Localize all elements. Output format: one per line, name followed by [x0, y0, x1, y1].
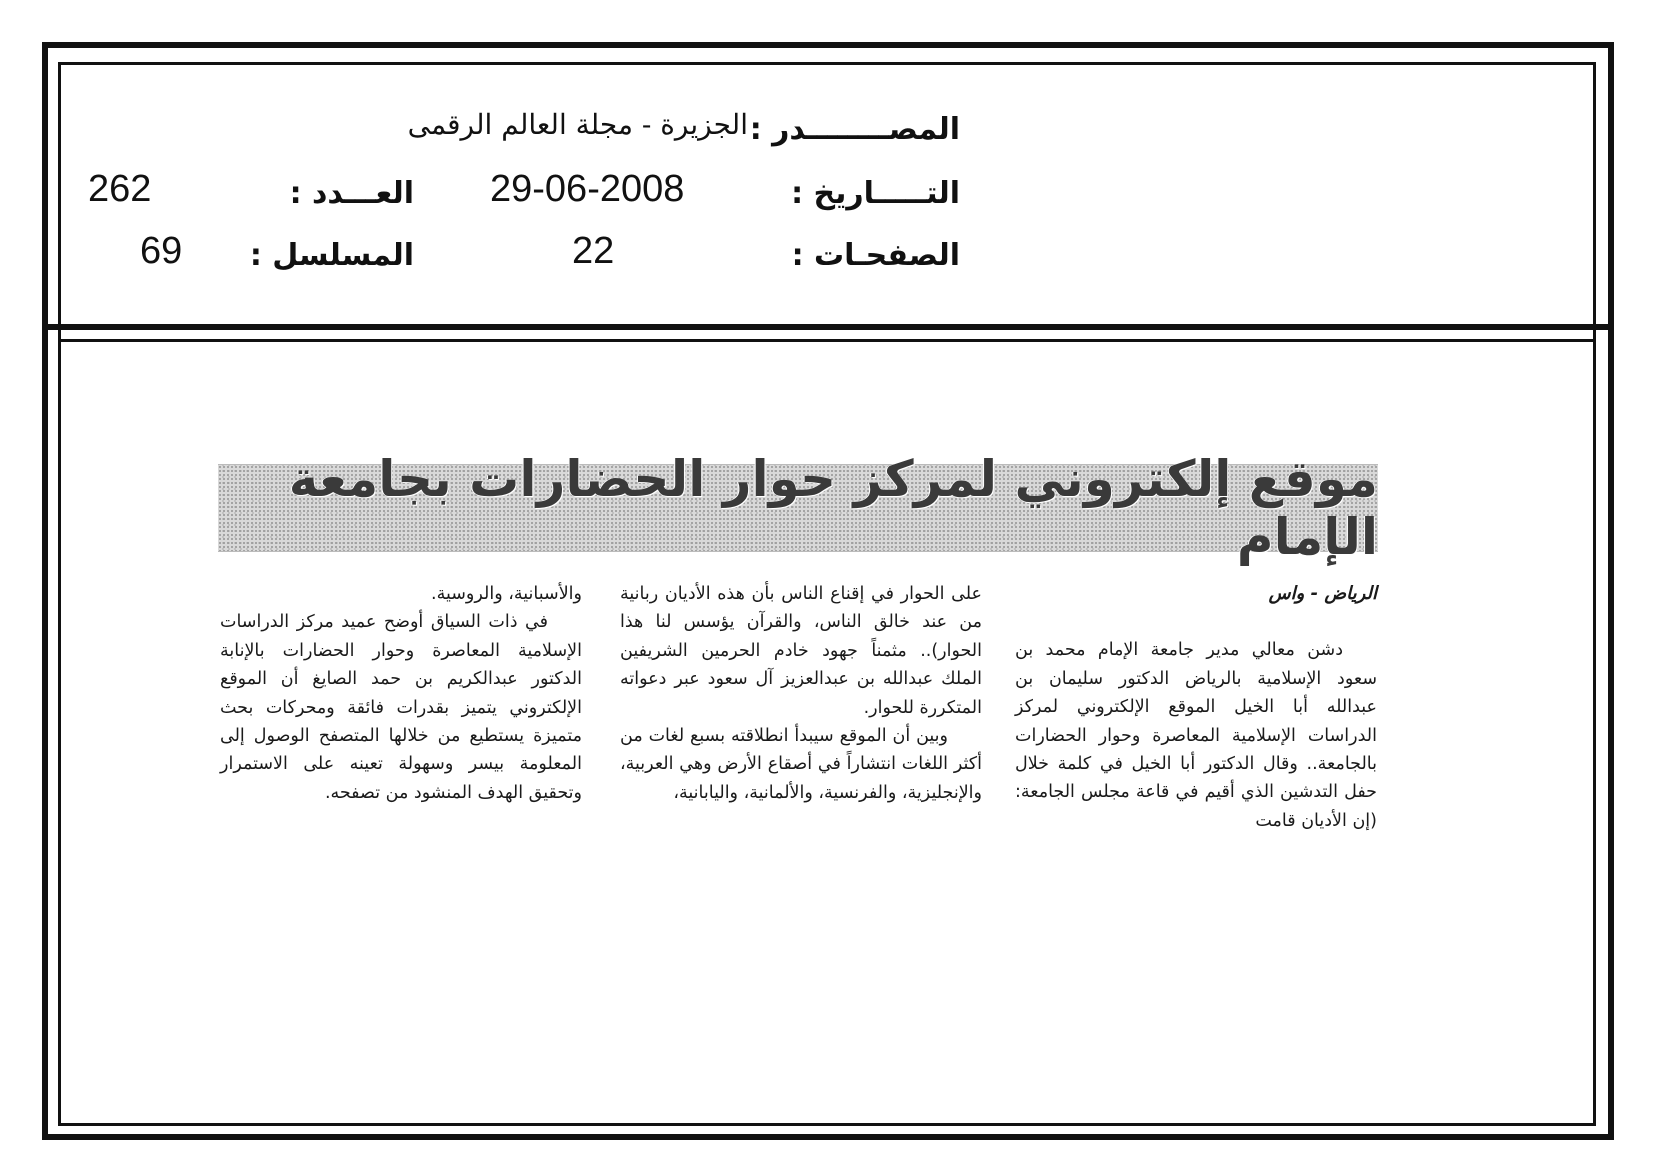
article-paragraph: دشن معالي مدير جامعة الإمام محمد بن سعود الإسلامية بالرياض الدكتور سليمان بن عبدالله أبا الخيل الموقع الإلكتروني لمركز الدراسات الإسلامية المعاصرة وحوار الحضارات بالجامعة.. وقال الدكتور أبا الخيل في كلمة خلال حفل التدشين الذي أقيم في قاعة مجلس الجامعة: (إن الأديان قامت: [1015, 640, 1377, 831]
article-headline-banner: [218, 450, 1378, 566]
article-column-1: [1015, 580, 1377, 835]
date-label: التـــــاريخ :: [791, 176, 960, 211]
article-dateline: الرياض - واس: [1268, 583, 1377, 604]
date-value: 29-06-2008: [490, 168, 685, 210]
header-divider: [42, 324, 1614, 330]
article-paragraph: وبين أن الموقع سيبدأ انطلاقته بسبع لغات من أكثر اللغات انتشاراً في أصقاع الأرض وهي العربية، والإنجليزية، والفرنسية، والألمانية، واليابانية،: [620, 726, 982, 803]
source-label: المصــــــــدر :: [749, 112, 960, 147]
article-column-2: [620, 580, 982, 807]
pages-label: الصفحـات :: [791, 238, 960, 273]
article-paragraph: على الحوار في إقناع الناس بأن هذه الأديان ربانية من عند خالق الناس، والقرآن يؤسس لنا هذا الحوار).. مثمناً جهود خادم الحرمين الشريفين الملك عبدالله بن عبدالعزيز آل سعود عبر دعواته المتكررة للحوار.: [620, 584, 982, 718]
header-divider-inner: [58, 339, 1596, 342]
serial-value: 69: [140, 230, 183, 272]
source-value: الجزيرة - مجلة العالم الرقمى: [407, 108, 748, 141]
article-paragraph: والأسبانية، والروسية.: [431, 584, 582, 604]
pages-value: 22: [572, 230, 615, 272]
article-paragraph: في ذات السياق أوضح عميد مركز الدراسات الإسلامية المعاصرة وحوار الحضارات بالإنابة الدكتور عبدالكريم بن حمد الصايغ أن الموقع الإلكتروني يتميز بقدرات فائقة ومحركات بحث متميزة يستطيع من خلالها المتصفح الوصول إلى المعلومة بيسر وسهولة تعينه على الاستمرار وتحقيق الهدف المنشود من تصفحه.: [220, 612, 582, 803]
article-column-3: [220, 580, 582, 807]
issue-label: العـــدد :: [289, 176, 414, 211]
serial-label: المسلسل :: [249, 238, 414, 273]
issue-value: 262: [88, 168, 152, 210]
article-headline: موقع إلكتروني لمركز حوار الحضارات بجامعة الإمام: [288, 450, 1378, 566]
